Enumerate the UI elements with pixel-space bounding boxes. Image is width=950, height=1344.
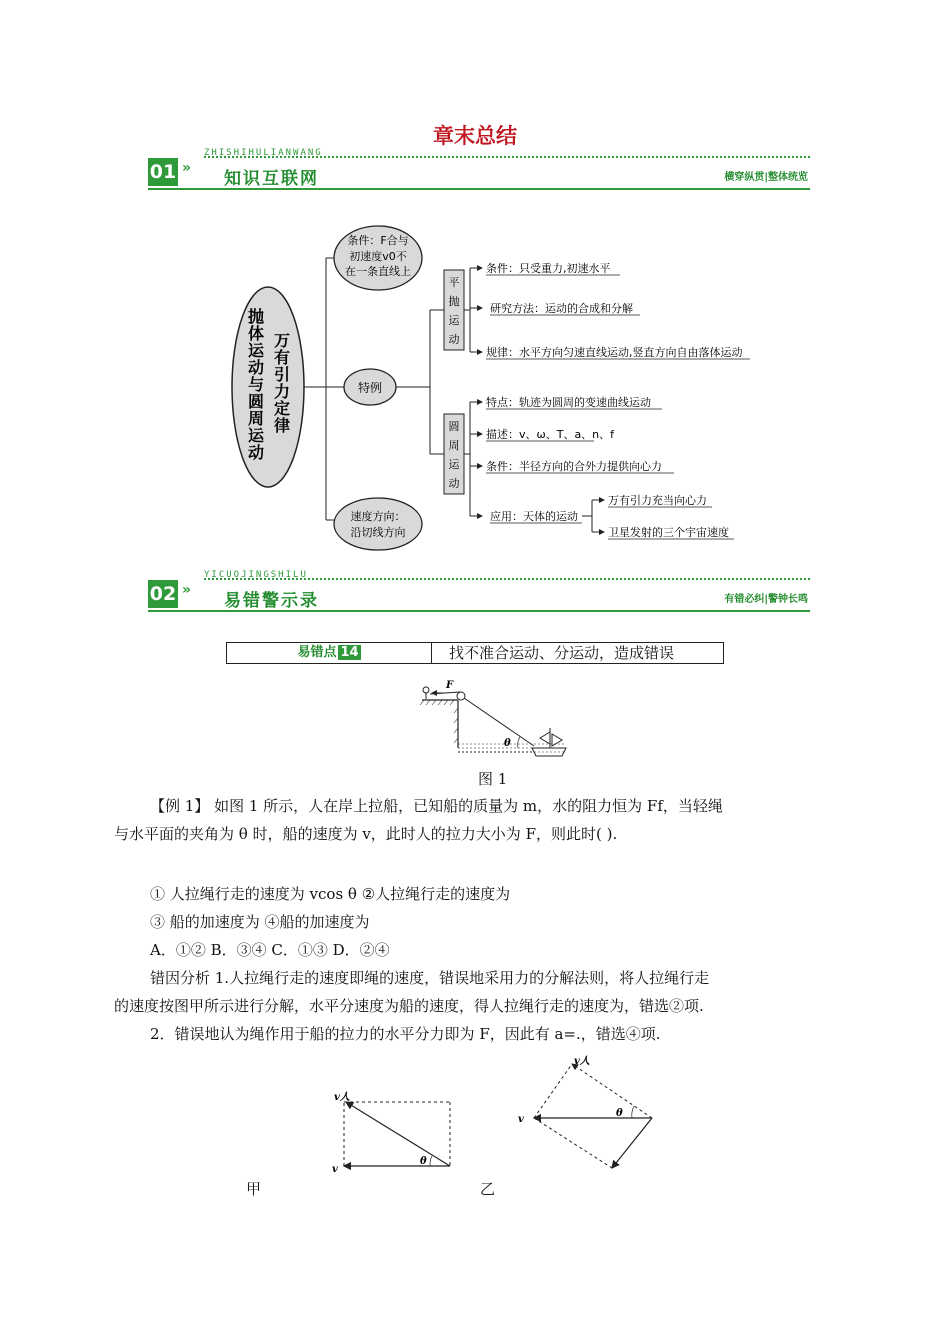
theta-label: θ	[420, 1156, 427, 1167]
pingpao-char: 平	[448, 276, 460, 289]
force-label: F	[446, 680, 454, 691]
v-person-label: v人	[574, 1056, 590, 1067]
figure-yi	[512, 1054, 662, 1174]
center-subtitle-char: 万	[273, 331, 291, 350]
error-point-box	[226, 642, 724, 664]
figure-1	[416, 678, 576, 768]
app-item-1: 万有引力充当向心力	[608, 494, 707, 507]
choices-line: A．①② B．③④ C．①③ D．②④	[150, 941, 390, 959]
center-subtitle-char: 定	[273, 399, 291, 418]
pingpao-char: 动	[448, 333, 460, 346]
center-title-char: 圆	[247, 392, 265, 411]
divider	[204, 156, 810, 158]
error-point-text: 易错点	[297, 645, 337, 660]
analysis-line-2: 的速度按图甲所示进行分解，水平分速度为船的速度，得人拉绳行走的速度为，错选②项.	[114, 997, 704, 1015]
center-node	[232, 287, 304, 487]
yz-item-4: 应用：天体的运动	[490, 510, 578, 523]
center-subtitle-char: 引	[273, 365, 291, 384]
chevron-icon: »	[182, 160, 192, 176]
section-pinyin: YICUOJINGSHILU	[204, 570, 308, 580]
chevron-icon: »	[182, 582, 192, 598]
center-title-char: 动	[247, 443, 265, 462]
yz-item-1: 特点：轨迹为圆周的变速曲线运动	[486, 396, 651, 409]
theta-label: θ	[616, 1108, 623, 1119]
section-tag: 有错必纠|警钟长鸣	[724, 594, 808, 605]
center-subtitle-char: 力	[273, 382, 291, 401]
center-title-char: 运	[247, 341, 265, 360]
figure-1-caption: 图 1	[478, 770, 508, 788]
yuanzhou-char: 周	[448, 439, 460, 452]
theta-label: θ	[504, 738, 511, 749]
pingpao-char: 运	[448, 314, 460, 327]
center-title-char: 动	[247, 358, 265, 377]
section-number: 01	[148, 158, 178, 186]
cond-line-2: 初速度v0不	[349, 250, 407, 263]
yz-item-3: 条件：半径方向的合外力提供向心力	[486, 460, 662, 473]
velocity-node	[334, 498, 422, 550]
divider	[204, 578, 810, 580]
v-label: v	[518, 1114, 524, 1125]
center-subtitle-char: 有	[273, 348, 291, 367]
error-point-desc: 找不准合运动、分运动，造成错误	[449, 644, 675, 662]
pingpao-char: 抛	[448, 295, 460, 308]
app-item-2: 卫星发射的三个宇宙速度	[608, 526, 729, 539]
option-line-2: ③ 船的加速度为 ④船的加速度为	[150, 913, 370, 931]
velocity-line-1: 速度方向：	[350, 510, 406, 523]
section-tag: 横穿纵贯|整体统览	[724, 172, 808, 183]
center-title-char: 抛	[247, 307, 265, 326]
pp-item-2: 研究方法：运动的合成和分解	[490, 302, 633, 315]
figure-jia-label: 甲	[246, 1180, 262, 1198]
v-person-label: v人	[334, 1092, 350, 1103]
divider	[148, 188, 810, 190]
v-label: v	[332, 1164, 338, 1175]
yuanzhou-char: 动	[448, 477, 460, 490]
yuanzhou-char: 运	[448, 458, 460, 471]
yuanzhou-char: 圆	[448, 420, 460, 433]
yz-item-2: 描述：v、ω、T、a、n、f	[486, 428, 615, 441]
section-name: 易错警示录	[224, 591, 319, 611]
section-header-errors	[148, 572, 810, 616]
error-point-label	[227, 643, 432, 663]
center-title-char: 体	[247, 324, 265, 343]
analysis-line-3: 2．错误地认为绳作用于船的拉力的水平分力即为 F，因此有 a=.，错选④项.	[150, 1025, 661, 1043]
analysis-line-1: 错因分析 1.人拉绳行走的速度即绳的速度，错误地采用力的分解法则，将人拉绳行走	[150, 969, 710, 987]
pp-item-3: 规律：水平方向匀速直线运动,竖直方向自由落体运动	[486, 346, 743, 359]
divider	[148, 610, 810, 612]
section-header-knowledge	[148, 150, 810, 194]
velocity-line-2: 沿切线方向	[350, 526, 406, 539]
example-line-2: 与水平面的夹角为 θ 时，船的速度为 v，此时人的拉力大小为 F，则此时( ).	[114, 825, 618, 843]
figure-jia	[330, 1080, 480, 1180]
figure-yi-label: 乙	[480, 1180, 496, 1198]
center-title-char: 周	[247, 409, 265, 428]
section-name: 知识互联网	[224, 169, 319, 189]
center-subtitle-char: 律	[273, 416, 291, 435]
mind-map	[230, 222, 760, 552]
cond-line-3: 在一条直线上	[345, 265, 411, 278]
page-title: 章末总结	[433, 124, 517, 148]
option-line-1: ① 人拉绳行走的速度为 vcos θ ②人拉绳行走的速度为	[150, 885, 511, 903]
section-pinyin: ZHISHIHULIANWANG	[204, 148, 323, 158]
center-title-char: 运	[247, 426, 265, 445]
special-label: 特例	[357, 381, 383, 395]
error-point-number: 14	[340, 645, 359, 660]
section-number: 02	[148, 580, 178, 608]
cond-line-1: 条件：F合与	[347, 234, 409, 247]
example-line-1: 【例 1】 如图 1 所示，人在岸上拉船，已知船的质量为 m，水的阻力恒为 Ff，当轻绳	[150, 797, 723, 815]
pp-item-1: 条件：只受重力,初速水平	[486, 262, 611, 275]
center-title-char: 与	[247, 375, 265, 394]
